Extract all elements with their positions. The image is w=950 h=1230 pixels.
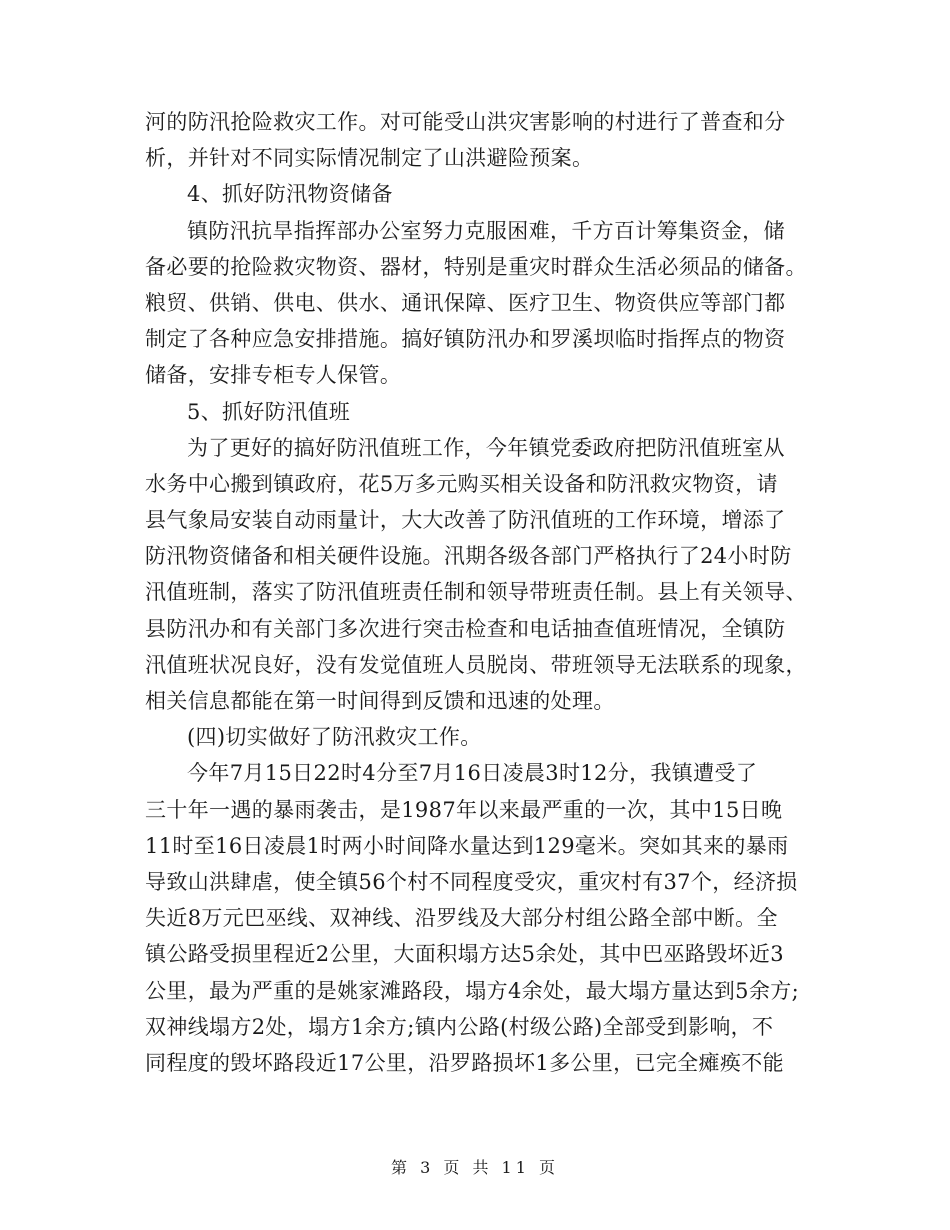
text-line: 失近8万元巴巫线、双神线、沿罗线及大部分村组公路全部中断。全 — [145, 906, 778, 931]
text-line: 防汛物资储备和相关硬件设施。汛期各级各部门严格执行了24小时防 — [145, 544, 792, 569]
text-line: 粮贸、供销、供电、供水、通讯保障、医疗卫生、物资供应等部门都 — [145, 290, 786, 315]
text-line: 水务中心搬到镇政府，花5万多元购买相关设备和防汛救灾物资，请 — [145, 471, 778, 496]
text-line: 汛值班状况良好，没有发觉值班人员脱岗、带班领导无法联系的现象， — [145, 652, 807, 677]
text-line: 镇防汛抗旱指挥部办公室努力克服困难，千方百计筹集资金，储 — [187, 218, 785, 243]
text-line: 备必要的抢险救灾物资、器材，特别是重灾时群众生活必须品的储备。 — [145, 254, 807, 279]
text-line: 4、抓好防汛物资储备 — [187, 182, 393, 207]
text-line: 公里，最为严重的是姚家滩路段，塌方4余处，最大塌方量达到5余方; — [145, 978, 799, 1003]
text-line: 5、抓好防汛值班 — [187, 399, 351, 424]
text-line: 县防汛办和有关部门多次进行突击检查和电话抽查值班情况，全镇防 — [145, 616, 786, 641]
text-line: 导致山洪肆虐，使全镇56个村不同程度受灾，重灾村有37个，经济损 — [145, 869, 798, 894]
text-line: 制定了各种应急安排措施。搞好镇防汛办和罗溪坝临时指挥点的物资 — [145, 327, 786, 352]
text-line: 为了更好的搞好防汛值班工作，今年镇党委政府把防汛值班室从 — [187, 435, 785, 460]
text-line: 县气象局安装自动雨量计，大大改善了防汛值班的工作环境，增添了 — [145, 508, 786, 533]
text-line: 三十年一遇的暴雨袭击，是1987年以来最严重的一次，其中15日晚 — [145, 797, 783, 822]
text-line: 储备，安排专柜专人保管。 — [145, 363, 402, 388]
page-footer: 第 3 页 共 11 页 — [391, 1158, 559, 1177]
text-line: 11时至16日凌晨1时两小时间降水量达到129毫米。突如其来的暴雨 — [145, 833, 789, 858]
text-line: 相关信息都能在第一时间得到反馈和迅速的处理。 — [145, 689, 615, 713]
text-line: 河的防汛抢险救灾工作。对可能受山洪灾害影响的村进行了普查和分 — [145, 110, 786, 134]
text-line: 同程度的毁坏路段近17公里，沿罗路损坏1多公里，已完全瘫痪不能 — [145, 1050, 784, 1075]
text-line: 双神线塌方2处，塌方1余方;镇内公路(村级公路)全部受到影响，不 — [145, 1014, 774, 1039]
text-line: 镇公路受损里程近2公里，大面积塌方达5余处，其中巴巫路毁坏近3 — [145, 942, 784, 967]
text-line: 今年7月15日22时4分至7月16日凌晨3时12分，我镇遭受了 — [187, 761, 758, 786]
text-line: 汛值班制，落实了防汛值班责任制和领导带班责任制。县上有关领导、 — [145, 580, 807, 605]
body-text — [145, 104, 810, 1081]
text-line: (四)切实做好了防汛救灾工作。 — [187, 725, 482, 750]
text-line: 析，并针对不同实际情况制定了山洪避险预案。 — [145, 146, 594, 171]
